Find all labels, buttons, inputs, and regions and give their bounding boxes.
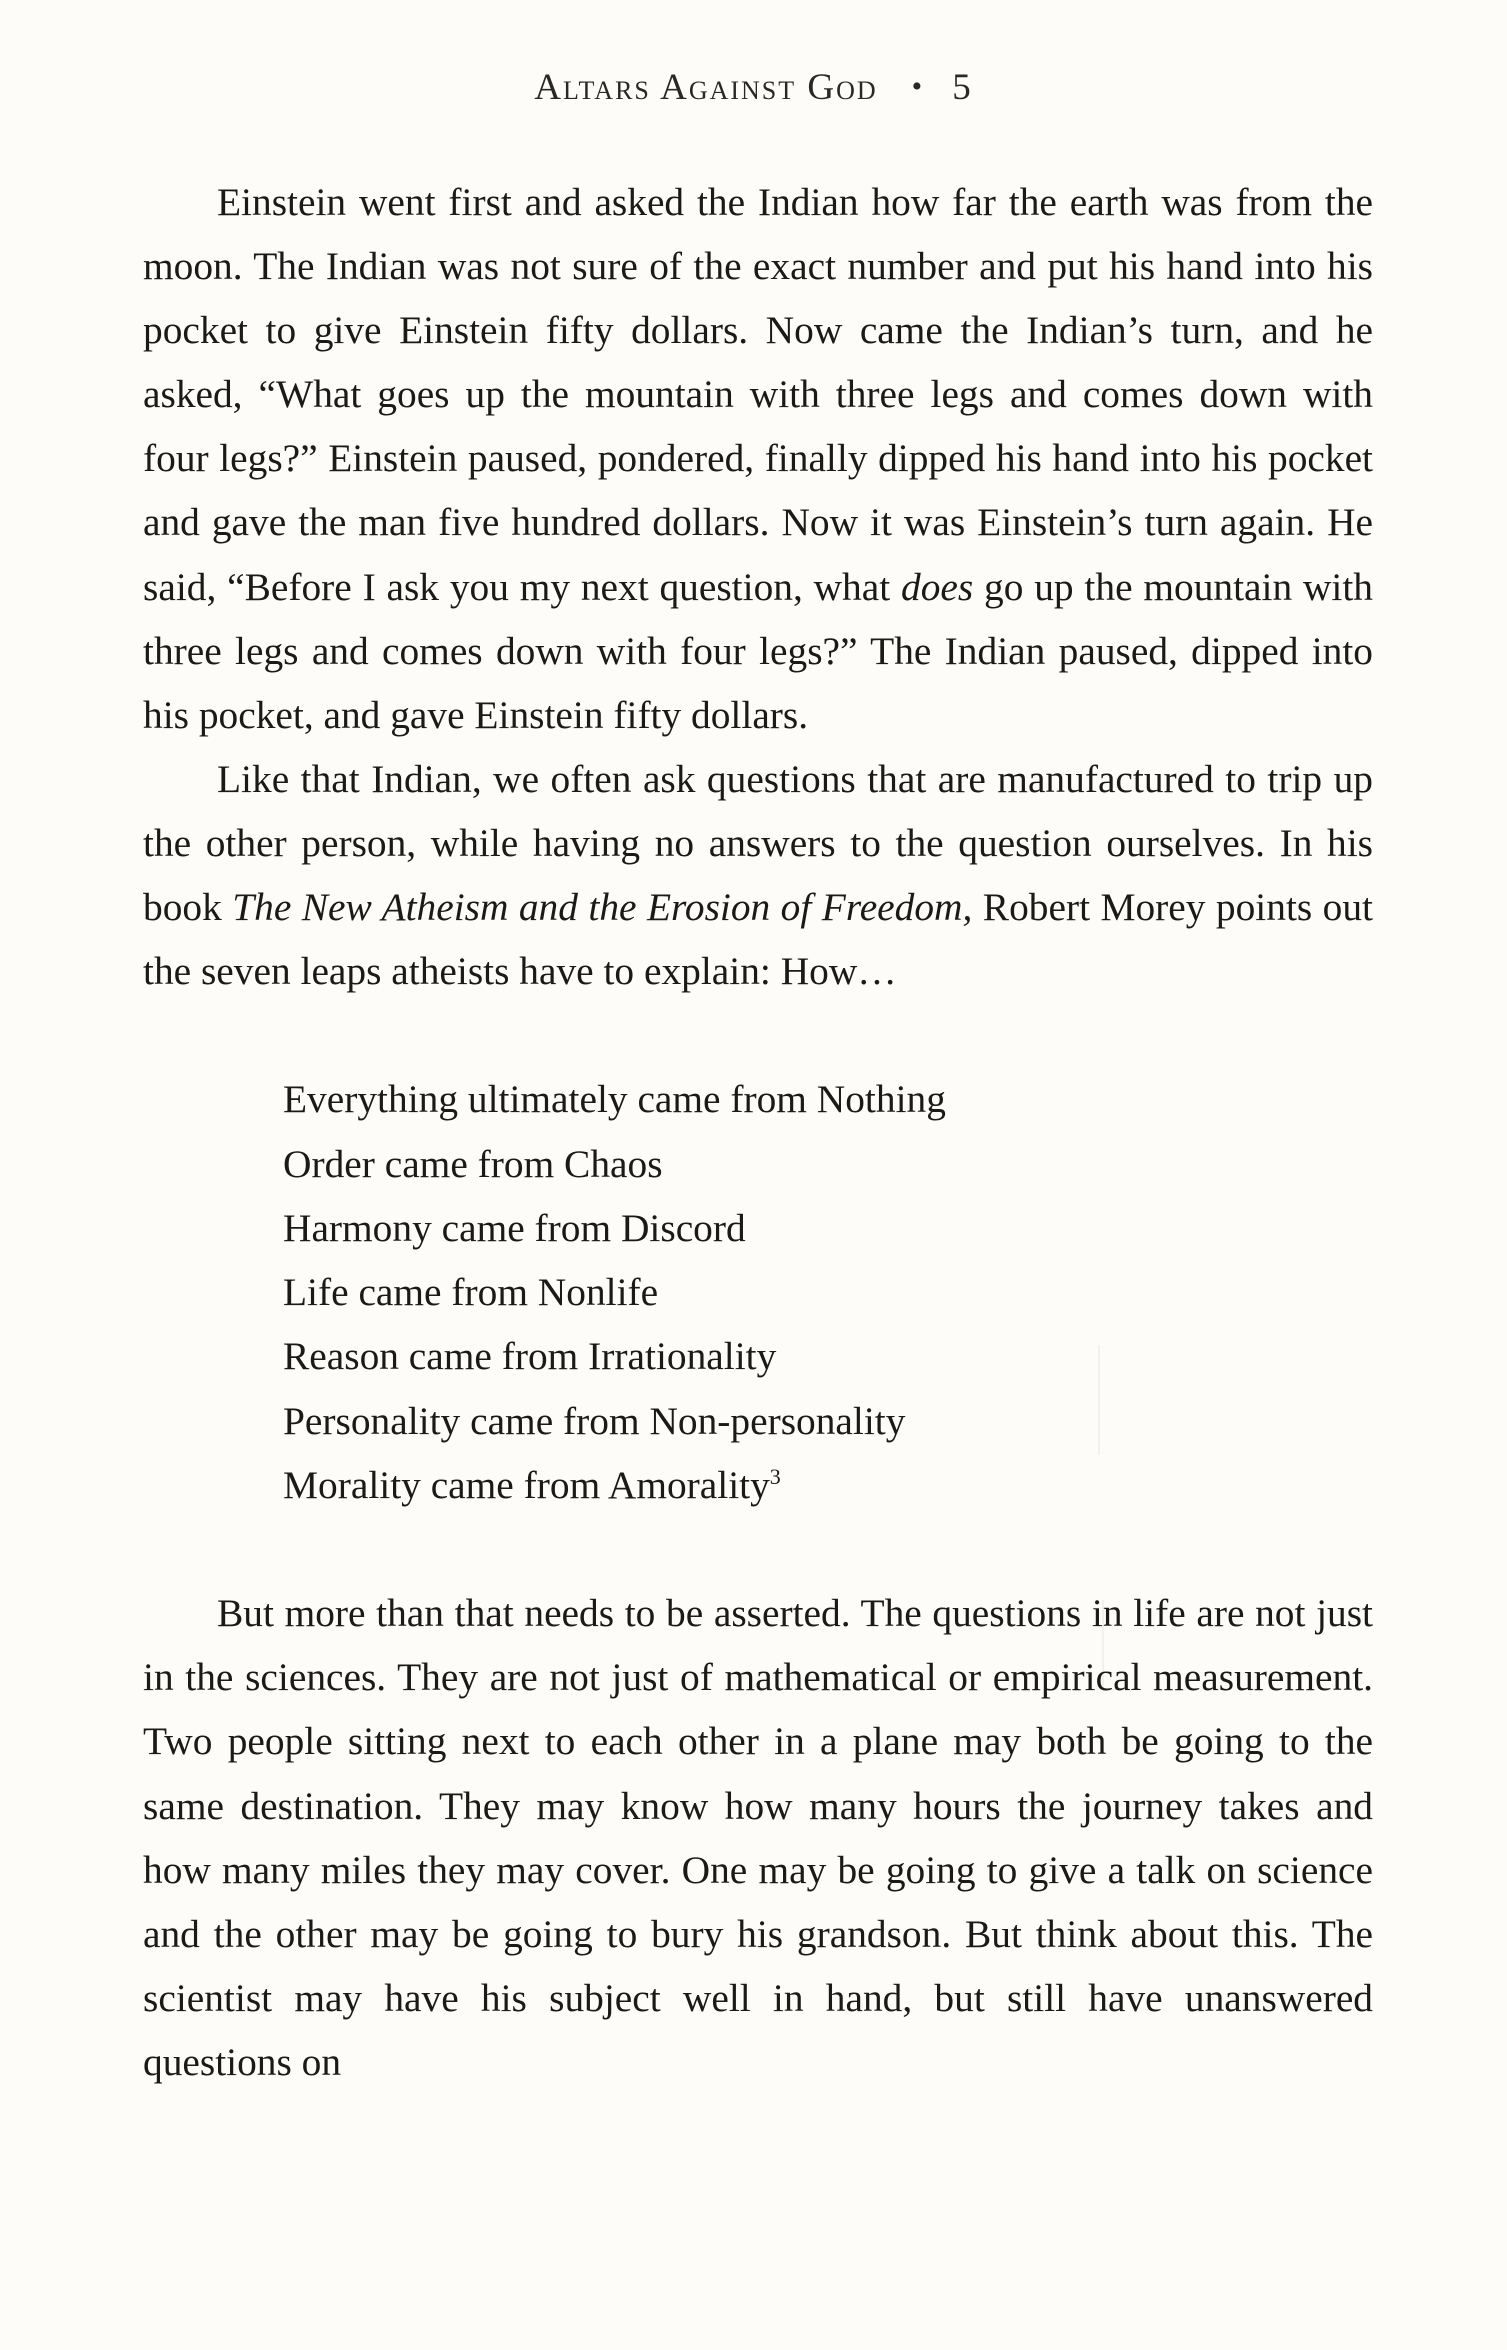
running-head [0, 66, 1507, 109]
running-head-bullet: • [911, 70, 925, 103]
list-item [283, 1453, 1373, 1517]
seven-leaps-list [283, 1067, 1373, 1517]
paragraph-text: Einstein went first and asked the Indian how far the earth was from the moon. The Indian was not sure of the exact number and put his hand into his pocket to give Einstein fifty dollars. Now came the Indian’s turn, and he asked, “What goes up the mountain with three legs and comes down with four legs?” Einstein paused, pondered, finally dipped his hand into his pocket and gave the man five hundred dollars. Now it was Einstein’s turn again. He said, “Before I ask you my next question, what [143, 180, 1373, 609]
emphasis-does: does [901, 564, 974, 609]
list-item: Life came from Nonlife [283, 1270, 659, 1315]
paragraph-morey [143, 747, 1373, 1003]
list-item: Reason came from Irrationality [283, 1334, 777, 1379]
paragraph-text: Like that Indian, we often ask questions that are manufactured to trip up the other person, while having no answers to the question ourselves. In his book [143, 756, 1373, 930]
paragraph-questions-in-life: But more than that needs to be asserted. The questions in life are not just in the sciences. They are not just of mathematical or empirical measurement. Two people sitting next to each other in a plane may both be going to the same destination. They may know how many hours the journey takes and how many miles they may cover. One may be going to give a talk on science and the other may be going to bury his grandson. But think about this. The scientist may have his subject well in hand, but still have unanswered questions on [143, 1591, 1373, 2084]
list-item: Order came from Chaos [283, 1141, 663, 1186]
running-head-title: Altars Against God [534, 67, 878, 108]
body-text [143, 170, 1373, 2094]
paragraph-text: Robert Morey points out the seven leaps atheists have to explain: How… [143, 885, 1373, 994]
list-item: Harmony came from Discord [283, 1205, 746, 1250]
list-item-text: Morality came from Amorality [283, 1463, 770, 1507]
list-item: Everything ultimately came from Nothing [283, 1077, 946, 1122]
paragraph-text: go up the mountain with three legs and comes down with four legs?” The Indian paused, dipped into his pocket, and gave Einstein fifty dollars. [143, 564, 1373, 737]
footnote-marker: 3 [769, 1464, 781, 1489]
list-item: Personality came from Non-personality [283, 1398, 906, 1443]
paragraph-einstein-story [143, 170, 1373, 747]
page-number: 5 [952, 67, 973, 108]
book-title: The New Atheism and the Erosion of Freedom, [232, 885, 973, 930]
